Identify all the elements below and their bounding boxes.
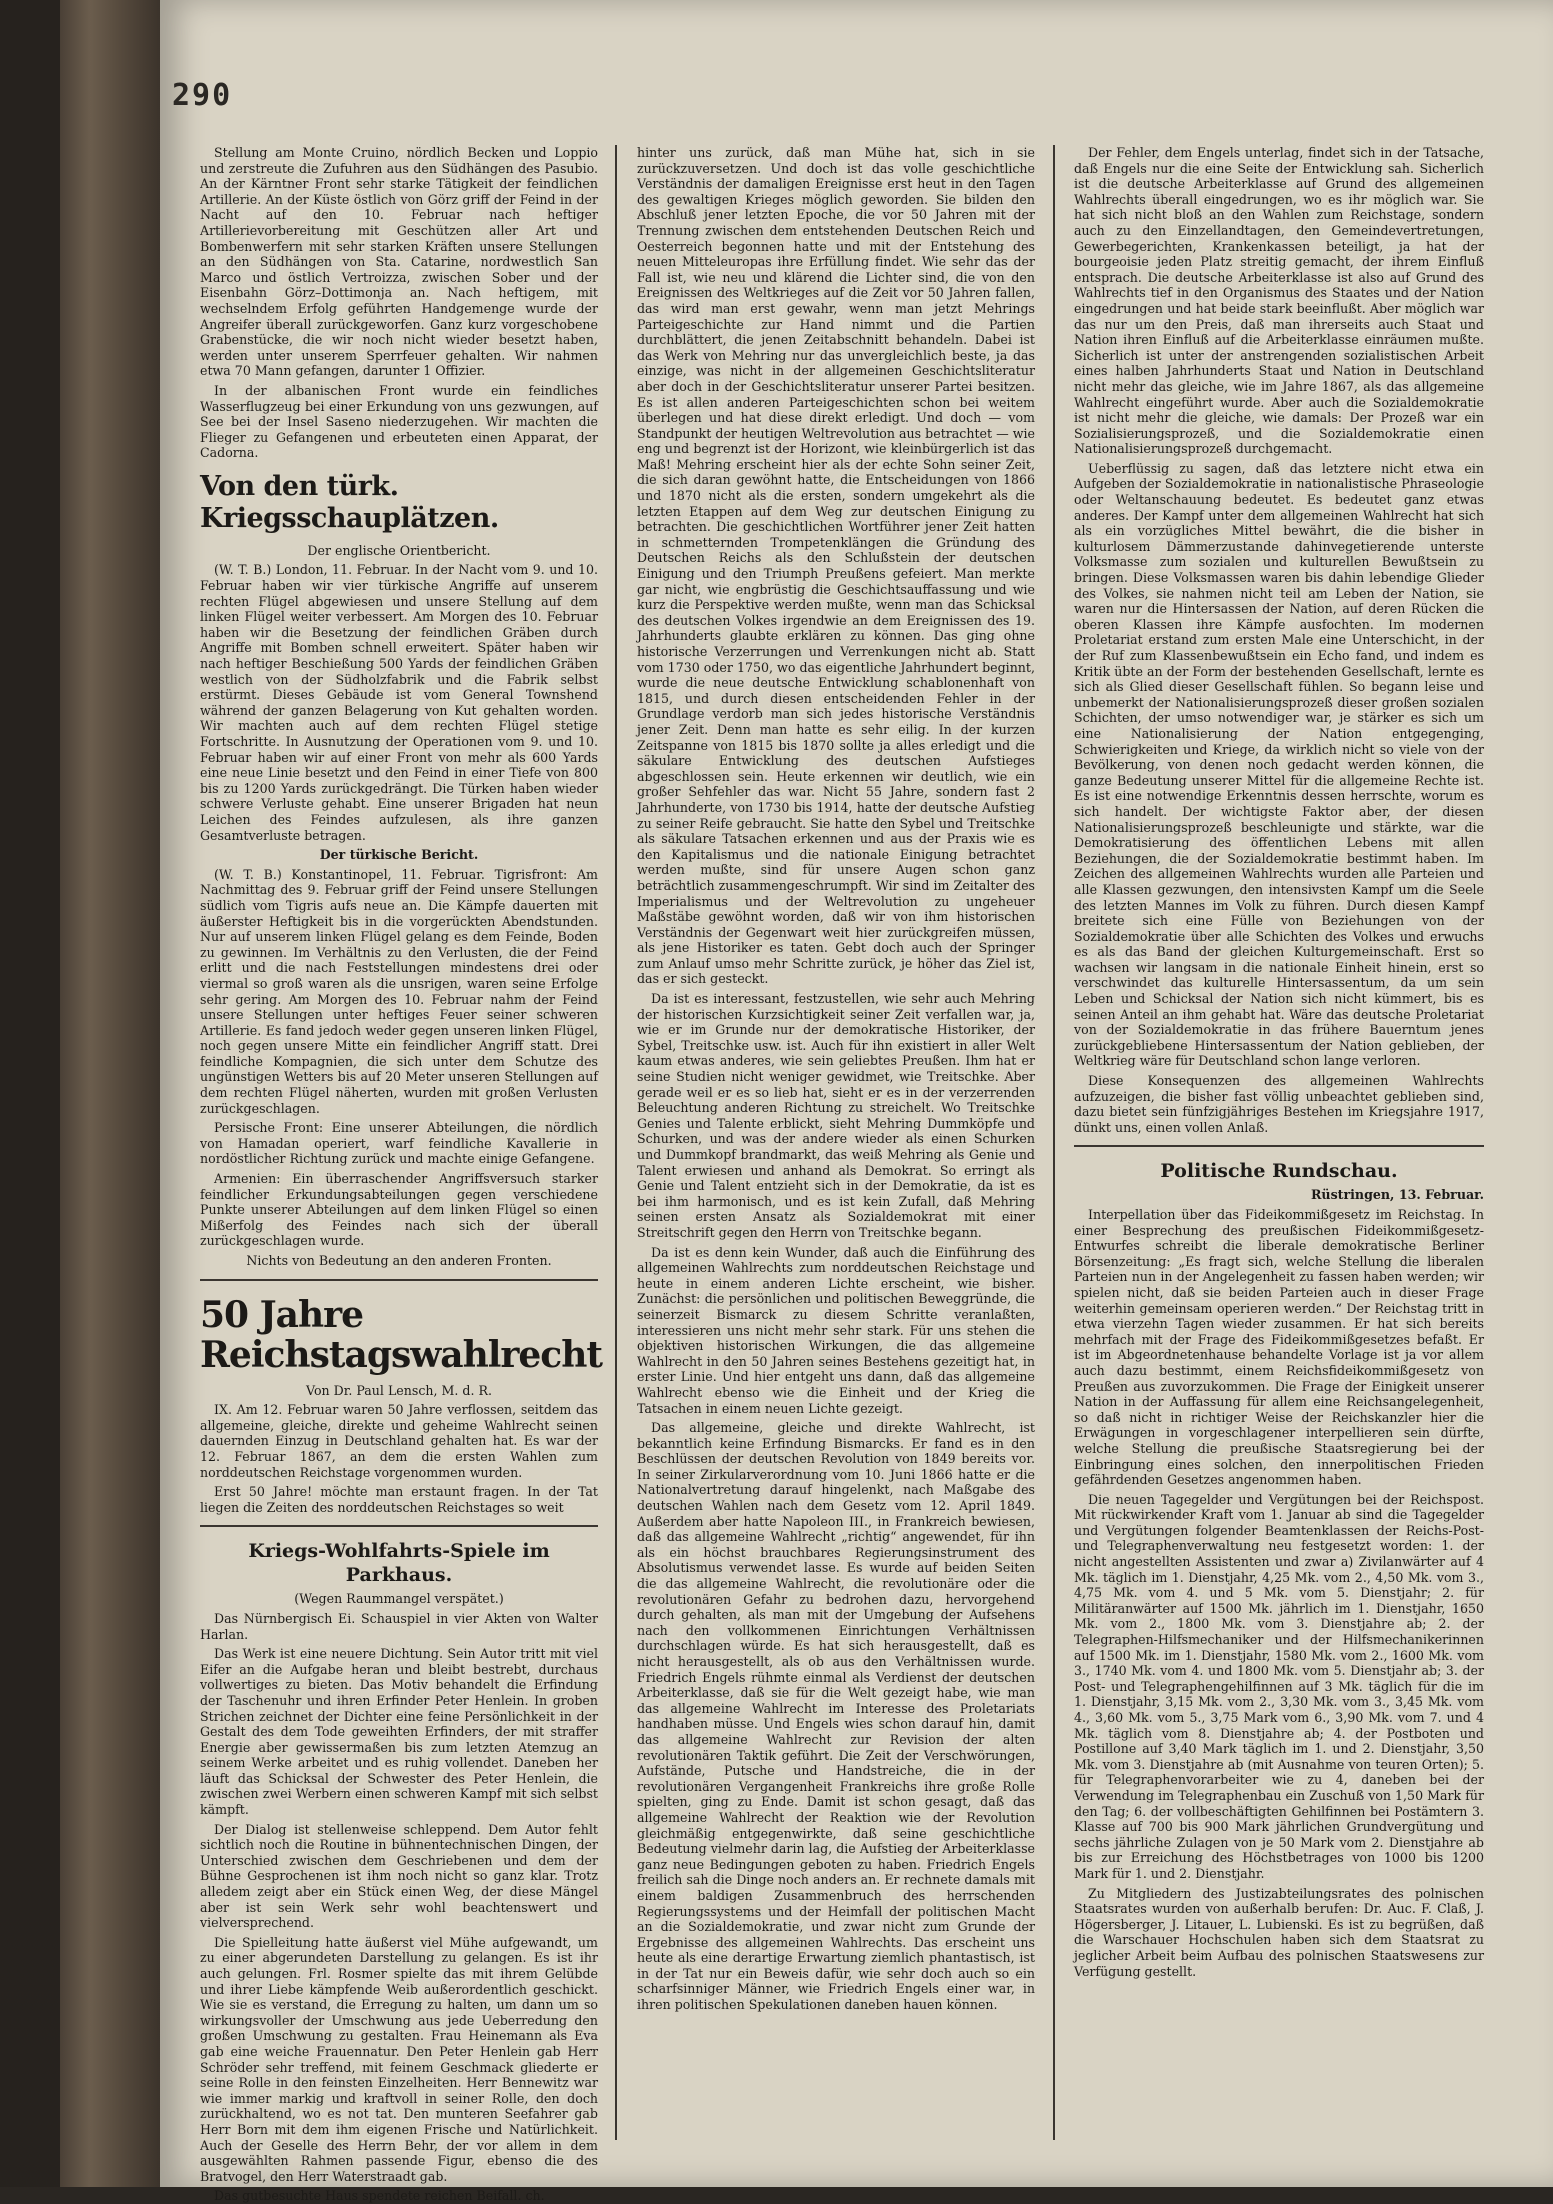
article-paragraph: Der Dialog ist stellenweise schleppend. Dem Autor fehlt sichtlich noch die Routine in bühnentechnischen Dingen, der Unterschied zwischen dem Geschriebenen und dem der Bühne Gesprochenen ist ihm noch nicht so ganz klar. Trotz alledem zeigt aber ein Stück einen Weg, der diese Mängel aber ist sein Werk sehr wohl beachtenswert und vielversprechend. [200, 1821, 598, 1931]
article-paragraph: Die neuen Tagegelder und Vergütungen bei der Reichspost. Mit rückwirkender Kraft vom 1. Januar ab sind die Tagegelder und Vergütungen folgender Beamtenklassen der Reichs-Post- und Telegraphenverwaltung neu festgesetzt worden: 1. der nicht angestellten Assistenten und zwar a) Zivilanwärter auf 4 Mk. täglich im 1. Dienstjahr, 4,25 Mk. vom 2., 4,50 Mk. vom 3., 4,75 Mk. vom 4. und 5 Mk. vom 5. Dienstjahr; 2. für Militäranwärter auf 1500 Mk. jährlich im 1. Dienstjahr, 1650 Mk. vom 2., 1800 Mk. vom 3. Dienstjahre ab; 2. der Telegraphen-Hilfsmechaniker und der Hilfsmechanikerinnen auf 1500 Mk. im 1. Dienstjahr, 1580 Mk. vom 2., 1600 Mk. vom 3., 1740 Mk. vom 4. und 1800 Mk. vom 5. Dienstjahr ab; 3. der Post- und Telegraphengehilfinnen auf 3 Mk. täglich für die im 1. Dienstjahr, 3,15 Mk. vom 2., 3,30 Mk. vom 3., 3,45 Mk. vom 4., 3,60 Mk. vom 5., 3,75 Mark vom 6., 3,90 Mk. vom 7. und 4 Mk. täglich vom 8. Dienstjahre ab; 4. der Postboten und Postillone auf 3,40 Mark täglich im 1. und 2. Dienstjahr, 3,50 Mk. vom 3. Dienstjahre ab (mit Ausnahme von teuren Orten); 5. für Telegraphenvorarbeiter wie zu 4, daneben bei der Verwendung im Telegraphenbau ein Zuschuß von 1,50 Mark für den Tag; 6. der vollbeschäftigten Gehilfinnen bei Postämtern 3. Klasse auf 700 bis 900 Mark jährlichen Grundvergütung und sechs jährliche Zulagen von je 50 Mark vom 2. Dienstjahre ab bis zur Erreichung des Höchstbetrages von 1000 bis 1200 Mark für 1. und 2. Dienstjahr. [1074, 1491, 1484, 1881]
article-paragraph: Das allgemeine, gleiche und direkte Wahlrecht, ist bekanntlich keine Erfindung Bismarcks. Er fand es in den Beschlüssen der deutschen Revolution von 1849 bereits vor. In seiner Zirkularverordnung vom 10. Juni 1866 hatte er die Nationalvertretung darauf hingelenkt, nach Maßgabe des deutschen Wahlen nach dem Gesetz vom 12. April 1849. Außerdem aber hatte Napoleon III., in Frankreich bewiesen, daß das allgemeine Wahlrecht „richtig“ angewendet, für ihn als ein höchst brauchbares Regierungsinstrument des Absolutismus verwendet lasse. Es wurde auf beiden Seiten die das allgemeine Wahlrecht, die revolutionäre oder die revolutionären Gefahr zu bedrohen dazu, hervorgehend durch gehalten, als man mit der Umgebung der Aufsehens nach den vollkommenen Einrichtungen Verhältnissen durchschlagen würde. Es hat sich herausgestellt, daß es nicht herausgestellt, als ob aus den Verhältnissen wurde. Friedrich Engels rühmte einmal als Verdienst der deutschen Arbeiterklasse, daß sie für die Welt gezeigt habe, wie man das allgemeine Wahlrecht im Interesse des Proletariats handhaben müsse. Und Engels wies schon darauf hin, damit das allgemeine Wahlrecht zur Revision der alten revolutionären Taktik geführt. Die Zeit der Verschwörungen, Aufstände, Putsche und Handstreiche, die in der revolutionären Vergangenheit Frankreichs ihre große Rolle spielten, ging zu Ende. Damit ist schon gesagt, daß das allgemeine Wahlrecht der Reaktion wie der Revolution gleichmäßig entgegenwirkte, daß seine geschichtliche Bedeutung vielmehr darin lag, die Aufstieg der Arbeiterklasse ganz neue Bedingungen geboten zu haben. Friedrich Engels freilich sah die Dinge noch anders an. Er rechnete damals mit einem baldigen Zusammenbruch des herrschenden Regierungssystems und der Heimfall der politischen Macht an die Sozialdemokratie, und zwar nicht zum Grunde der Ergebnisse des allgemeinen Wahlrechts. Das erscheint uns heute als eine derartige Erwartung ziemlich phantastisch, ist in der Tat nur ein Beweis dafür, wie sehr doch auch so ein scharfsinniger Männer, wie Friedrich Engels einer war, in ihren politischen Spekulationen daneben hauen können. [637, 1420, 1035, 2013]
article-paragraph: Das Nürnbergisch Ei. Schauspiel in vier Akten von Walter Harlan. [200, 1610, 598, 1642]
subheading-note: (Wegen Raummangel verspätet.) [294, 1591, 504, 1607]
column-left [200, 145, 603, 2204]
headline-war-welfare-plays: Kriegs-Wohlfahrts-Spiele im Parkhaus. [248, 1540, 550, 1587]
article-paragraph: Das Werk ist eine neuere Dichtung. Sein Autor tritt mit viel Eifer an die Aufgabe heran und bleibt bestrebt, durchaus vollwertiges zu bieten. Das Motiv behandelt die Erfindung der Taschenuhr und ihren Erfinder Peter Henlein. In groben Strichen zeichnet der Dichter eine feine Persönlichkeit in der Gestalt des dem Tode geweihten Erfinders, der mit straffer Energie aber gewissermaßen bis zum letzten Atemzug an seinem Werke arbeitet und es ruhig vollendet. Daneben her läuft das Schicksal der Schwester des Peter Henlein, die zwischen zwei Werbern einen schweren Kampf mit sich selbst kämpft. [200, 1646, 598, 1818]
section-divider [1074, 1145, 1484, 1147]
article-paragraph: Zu Mitgliedern des Justizabteilungsrates des polnischen Staatsrates wurden von außerhalb berufen: Dr. Auc. F. Claß, J. Högersberger, J. Litauer, L. Lubienski. Es ist zu begrüßen, daß die Warschauer Hochschulen haben sich dem Staatsrat zu jeglicher Arbeit beim Aufbau des polnischen Staatswesens zur Verfügung gestellt. [1074, 1885, 1484, 1979]
article-paragraph: Der Fehler, dem Engels unterlag, findet sich in der Tatsache, daß Engels nur die eine Seite der Entwicklung sah. Sicherlich ist die deutsche Arbeiterklasse auf Grund des allgemeinen Wahlrechts überall eingedrungen, wo es ihr möglich war. Sie hat sich nicht bloß an den Wahlen zum Reichstage, sondern auch zu den Einzellandtagen, den Gemeindevertretungen, Gewerbegerichten, Krankenkassen beteiligt, ja hat der bourgeoisie jeden Platz streitig gemacht, der ihrem Einfluß entsprach. Die deutsche Arbeiterklasse ist also auf Grund des Wahlrechts tief in den Organismus des Staates und der Nation eingedrungen und hat beide stark beeinflußt. Aber möglich war das nur um den Preis, daß man ihrerseits auch Staat und Nation ihren Einfluß auf die Arbeiterklasse einräumen mußte. Sicherlich ist unter der anstrengenden sozialistischen Arbeit eines halben Jahrhunderts Staat und Nation in Deutschland nicht mehr das gleiche, wie im Jahre 1867, als das allgemeine Wahlrecht eingeführt wurde. Aber auch die Sozialdemokratie ist nicht mehr die gleiche, wie damals: Der Prozeß war ein Sozialisierungsprozeß, und die Sozialdemokratie einen Nationalisierungsprozeß durchgemacht. [1074, 145, 1484, 457]
headline-50-years-suffrage: 50 Jahre Reichstagswahlrecht [200, 1293, 603, 1376]
article-paragraph: Das gutbesuchte Haus spendete reichen Beifall. ch. [214, 2188, 545, 2204]
article-paragraph: Armenien: Ein überraschender Angriffsversuch starker feindlicher Erkundungsabteilungen gegen verschiedene Punkte unserer Abteilungen auf dem linken Flügel so einen Mißerfolg des Feindes nach sich der überall zurückgeschlagen wurde. [200, 1171, 598, 1249]
column-right [1074, 145, 1484, 2140]
byline: Von Dr. Paul Lensch, M. d. R. [306, 1382, 492, 1398]
article-paragraph: hinter uns zurück, daß man Mühe hat, sich in sie zurückzuversetzen. Und doch ist das volle geschichtliche Verständnis der damaligen Ereignisse erst heut in den Tagen des gewaltigen Krieges möglich geworden. Sie bilden den Abschluß jener letzten Epoche, die vor 50 Jahren mit der Trennung zwischen dem entstehenden Deutschen Reich und Oesterreich begonnen hatte und mit der Entstehung des neuen Mitteleuropas ihre Erfüllung findet. Wie sehr das der Fall ist, wie neu und klärend die Lichter sind, die von den Ereignissen des Weltkrieges auf die Zeit vor 50 Jahren fallen, das wird man erst gewahr, wenn man jetzt Mehrings Parteigeschichte zur Hand nimmt und die Partien durchblättert, die jenen Zeitabschnitt behandeln. Dabei ist das Werk von Mehring nur das unvergleichlich beste, ja das einzige, was nicht in der allgemeinen Geschichtsliteratur aber doch in der Geschichtsliteratur unserer Partei besitzen. Es ist allen anderen Parteigeschichten schon bei weitem überlegen und hat diese direkt erledigt. Und doch — vom Standpunkt der heutigen Weltrevolution aus betrachtet — wie eng und begrenzt ist der Horizont, wie kleinbürgerlich ist das Maß! Mehring erscheint hier als der echte Sohn seiner Zeit, die sich daran gewöhnt hatte, die Entscheidungen von 1866 und 1870 nicht als die ersten, sondern umgekehrt als die letzten Etappen auf dem Weg zur deutschen Einigung zu betrachten. Die geschichtlichen Wortführer jener Zeit hatten in schmetternden Trompetenklängen die Gründung des Deutschen Reichs als den Schlußstein der deutschen Einigung und den Triumph Preußens gefeiert. Man merkte gar nicht, wie engbrüstig die Geschichtsauffassung und wie kurz die Perspektive werden mußte, wenn man das Schicksal des deutschen Volkes irgendwie an dem Ereignissen des 19. Jahrhunderts glaubte erklären zu können. Das ging ohne historische Verzerrungen und Verrenkungen nicht ab. Statt vom 1730 oder 1750, wo das eigentliche Jahrhundert beginnt, wurde die neue deutsche Entwicklung schablonenhaft von 1815, und durch diesen entscheidenden Fehler in der Grundlage verdorb man sich jedes historische Verständnis jener Zeit. Denn man hatte es sehr eilig. In der kurzen Zeitspanne von 1815 bis 1870 sollte ja alles erledigt und die säkulare Entwicklung des deutschen Aufstieges abgeschlossen sein. Heute erkennen wir deutlich, wie ein großer Sehfehler das war. Nicht 55 Jahre, sondern fast 2 Jahrhunderte, von 1730 bis 1914, hatte der deutsche Aufstieg zu seiner Reife gebraucht. Sie hatte den Sybel und Treitschke als säkulare Tatsachen erkennen und aus der Praxis wie es den Kapitalismus und die nationale Einigung betrachtet werden mußte, sind für unsere Augen schon ganz beträchtlich zusammengeschrumpft. Wir sind im Zeitalter des Imperialismus und der Weltrevolution zu ungeheuer Maßstäbe gewöhnt worden, daß wir von ihm historischen Verständnis der Gegenwart weit hier zurückgreifen müssen, als jene Historiker es taten. Gebt doch auch der Springer zum Anlauf umso mehr Schritte zurück, je höher das Ziel ist, das er sich gesteckt. [637, 145, 1035, 987]
section-divider [200, 1279, 598, 1281]
article-closing-line: Nichts von Bedeutung an den anderen Fronten. [246, 1253, 552, 1268]
article-paragraph: Erst 50 Jahre! möchte man erstaunt fragen. In der Tat liegen die Zeiten des norddeutschen Reichstages so weit [200, 1484, 598, 1515]
article-paragraph: Persische Front: Eine unserer Abteilungen, die nördlich von Hamadan operiert, warf feindliche Kavallerie in nordöstlicher Richtung zurück und machte einige Gefangene. [200, 1120, 598, 1167]
article-paragraph: (W. T. B.) Konstantinopel, 11. Februar. Tigrisfront: Am Nachmittag des 9. Februar griff der Feind unsere Stellungen südlich vom Tigris aufs neue an. Die Kämpfe dauerten mit äußerster Heftigkeit bis in die vorgerückten Abendstunden. Nur auf unserem linken Flügel gelang es dem Feinde, Boden zu gewinnen. Im Verhältnis zu den Verlusten, die der Feind erlitt und die nach Feststellungen mindestens drei oder viermal so groß waren als die unsrigen, waren seine Erfolge sehr gering. Am Morgen des 10. Februar nahm der Feind unsere Stellungen unter heftiges Feuer seiner schweren Artillerie. Es fand jedoch weder gegen unseren linken Flügel, noch gegen unsere Mitte ein feindlicher Angriff statt. Drei feindliche Kompagnien, die sich unter dem Schutze des ungünstigen Wetters bis auf 20 Meter unseren Stellungen auf dem rechten Flügel näherten, wurden mit großen Verlusten zurückgeschlagen. [200, 866, 598, 1116]
headline-political-review: Politische Rundschau. [1160, 1160, 1398, 1183]
headline-turkish-fronts: Von den türk. Kriegsschauplätzen. [200, 470, 499, 534]
dateline: Rüstringen, 13. Februar. [1310, 1187, 1484, 1203]
article-paragraph: Da ist es denn kein Wunder, daß auch die Einführung des allgemeinen Wahlrechts zum norddeutschen Reichstage und heute in einem anderen Lichte erscheint, wie bisher. Zunächst: die persönlichen und politischen Beweggründe, die seinerzeit Bismarck zu diesem Schritte veranlaßten, interessieren uns nicht mehr sehr stark. Für uns stehen die objektiven historischen Wirkungen, die das allgemeine Wahlrecht in den 50 Jahren seines Bestehens gezeitigt hat, in erster Linie. Und hier entgeht uns dann, daß das allgemeine Wahlrecht ebenso wie die Einheit und der Krieg die Tatsachen in einem neuen Lichte gezeigt. [637, 1244, 1035, 1416]
article-paragraph: Interpellation über das Fideikommißgesetz im Reichstag. In einer Besprechung des preußischen Fideikommißgesetz-Entwurfes schreibt die liberale demokratische Berliner Börsenzeitung: „Es fragt sich, welche Stellung die liberalen Parteien nun in der Angelegenheit zu fassen haben werden; wir spielen nicht, daß sie beiden Parteien auch in dieser Frage weiterhin gemeinsam operieren werden.“ Der Reichstag tritt in etwa vierzehn Tagen wieder zusammen. Er hat sich bereits mehrfach mit der Frage des Fideikommißgesetzes befaßt. Er ist im Abgeordnetenhause behandelte Vorlage ist ja vor allem auch dazu bestimmt, einem Reichsfideikommißgesetz von Preußen aus zuvorzukommen. Die Frage der Einigkeit unserer Nation in der Auffassung für allem eine Reichsangelegenheit, so daß nicht in richtiger Weise der Reichskanzler hier die Erwägungen in vorgeschlagener interpellieren sein dürfte, welche Stellung die preußische Staatsregierung bei der Einbringung eines solchen, den innerpolitischen Frieden gefährdenden Gesetzes angenommen haben. [1074, 1207, 1484, 1488]
article-paragraph: IX. Am 12. Februar waren 50 Jahre verflossen, seitdem das allgemeine, gleiche, direkte und geheime Wahlrecht seinen dauernden Einzug in Deutschland gehalten hat. Es war der 12. Februar 1867, an dem die ersten Wahlen zum norddeutschen Reichstage vorgenommen wurden. [200, 1402, 598, 1480]
article-paragraph: (W. T. B.) London, 11. Februar. In der Nacht vom 9. und 10. Februar haben wir vier türkische Angriffe auf unserem rechten Flügel abgewiesen und unsere Stellung auf dem linken Flügel weiter verbessert. Am Morgen des 10. Februar haben wir die Besetzung der feindlichen Gräben durch Angriffe mit Bomben schnell erweitert. Später haben wir nach heftiger Beschießung 500 Yards der feindlichen Gräben westlich von der Südholzfabrik und die Fabrik selbst erstürmt. Dieses Gebäude ist vom General Townshend während der ganzen Belagerung von Kut gehalten worden. Wir machten auch auf dem rechten Flügel stetige Fortschritte. In Ausnutzung der Operationen vom 9. und 10. Februar haben wir auf einer Front von mehr als 600 Yards eine neue Linie besetzt und den Feind in einer Tiefe von 800 bis zu 1200 Yards zurückgedrängt. Die Türken haben wieder schwere Verluste gehabt. Eine unserer Brigaden hat neun Leichen des Feindes aufzulesen, als ihre ganzen Gesamtverluste betragen. [200, 562, 598, 843]
column-divider [1053, 145, 1055, 2140]
subheading-turkish-report: Der türkische Bericht. [319, 847, 479, 863]
column-divider [615, 145, 617, 2140]
book-binding-edge [60, 0, 160, 2187]
section-divider [200, 1525, 598, 1527]
article-paragraph: Die Spielleitung hatte äußerst viel Mühe aufgewandt, um zu einer abgerundeten Darstellung zu gelangen. Es ist ihr auch gelungen. Frl. Rosmer spielte das mit ihrem Gelübde und ihrer Liebe kämpfende Weib außerordentlich geschickt. Wie sie es verstand, die Erregung zu halten, um dann um so wirkungsvoller der Umschwung aus jede Ueberredung den großen Umschwung zu gestalten. Frau Heinemann als Eva gab eine weiche Frauennatur. Den Peter Henlein gab Herr Schröder sehr treffend, mit feinem Geschmack gliederte er seine Rolle in den feinsten Einzelheiten. Herr Bennewitz war wie immer markig und kraftvoll in seiner Rolle, den doch zurückhaltend, wo es not tat. Den munteren Seefahrer gab Herr Born mit dem ihm eigenen Frische und Natürlichkeit. Auch der Geselle des Herrn Behr, der vor allem in dem ausgewählten Rahmen passende Figur, ebenso die des Bratvogel, den Herr Waterstraadt gab. [200, 1934, 598, 2184]
article-paragraph: Da ist es interessant, festzustellen, wie sehr auch Mehring der historischen Kurzsichtigkeit seiner Zeit verfallen war, ja, wie er im Grunde nur der demokratische Historiker, der Sybel, Treitschke usw. ist. Auch für ihn existiert in aller Welt kaum etwas anderes, wie sein geliebtes Preußen. Ihm hat er seine Studien nicht weniger gewidmet, wie Treitschke. Aber gerade weil er es so lieb hat, sieht er es in der verzerrenden Beleuchtung anderen Richtung zu streichelt. Wo Treitschke Genies und Talente erblickt, sieht Mehring Dummköpfe und Schurken, und was der andere wieder als einen Schurken und Dummkopf brandmarkt, das weiß Mehring als Genie und Talent erwiesen und anhand als Demokrat. So erringt als Genie und Talent entzieht sich in der Demokratie, da ist es bei ihm harmonisch, und es ist kein Zufall, daß Mehring seinen ersten Ansatz als Sozialdemokrat mit einer Streitschrift gegen den Herrn von Treitschke begann. [637, 991, 1035, 1240]
article-paragraph: Stellung am Monte Cruino, nördlich Becken und Loppio und zerstreute die Zufuhren aus den Südhängen des Pasubio. An der Kärntner Front sehr starke Tätigkeit der feindlichen Artillerie. An der Küste östlich von Görz griff der Feind in der Nacht auf den 10. Februar nach heftiger Artillerievorbereitung mit Geschützen aller Art und Bombenwerfern mit sehr starken Kräften unsere Stellungen an den Südhängen von Sta. Catarine, nordwestlich San Marco und östlich Vertroizza, zwischen Sober und der Eisenbahn Görz–Dottimonja an. Nach heftigem, mit wechselndem Erfolg geführten Handgemenge wurde der Angreifer überall zurückgeworfen. Ganz kurz vorgeschobene Grabenstücke, die wir noch nicht wieder besetzt haben, werden unter unserem Sperrfeuer gehalten. Wir nahmen etwa 70 Mann gefangen, darunter 1 Offizier. [200, 145, 598, 379]
page-number: 290 [172, 78, 233, 113]
article-paragraph: In der albanischen Front wurde ein feindliches Wasserflugzeug bei einer Erkundung von uns gezwungen, auf See bei der Insel Saseno niederzugehen. Wir machten die Flieger zu Gefangenen und erbeuteten einen Apparat, der Cadorna. [200, 382, 598, 461]
article-paragraph: Ueberflüssig zu sagen, daß das letztere nicht etwa ein Aufgeben der Sozialdemokratie in nationalistische Phraseologie oder Weltanschauung bedeutet. Es bedeutet ganz etwas anderes. Der Kampf unter dem allgemeinen Wahlrecht hat sich als ein vorzügliches Mittel bewährt, die die bisher in kulturlosem Dämmerzustande dahinvegetierende unterste Volksmasse zum sozialen und kulturellen Bewußtsein zu bringen. Diese Volksmassen waren bis dahin lebendige Glieder des Volkes, sie nahmen nicht teil am Leben der Nation, sie waren nur die Hintersassen der Nation, auf deren Rücken die oberen Klassen ihre Kämpfe ausfochten. Im modernen Proletariat erstand zum ersten Male eine Unterschicht, in der der Ruf zum Klassenbewußtsein ein Echo fand, und indem es Kritik übte an der Form der bestehenden Gesellschaft, lernte es sich als Glied dieser Gesellschaft fühlen. So begann leise und unbemerkt der Nationalisierungsprozeß dieser großen sozialen Schichten, der umso notwendiger war, je stärker es sich um eine Nationalisierung der Nation entgegenging, Schwierigkeiten und Kriege, da wirklich nicht so viele von der Bevölkerung, von denen noch gedacht werden können, die ganze Bedeutung unserer Mittel für die allgemeine Rechte ist. Es ist eine notwendige Erkenntnis dessen herrschte, worum es sich handelt. Der wichtigste Faktor aber, der diesen Nationalisierungsprozeß beschleunigte und stärkte, war die Demokratisierung des öffentlichen Lebens mit allen Beziehungen, die der Sozialdemokratie bestimmt haben. Im Zeichen des allgemeinen Wahlrechts wurden alle Parteien und alle Klassen gezwungen, den intensivsten Kampf um die Seele des letzten Mannes im Volk zu führen. Durch diesen Kampf breitete sich eine Fülle von Beziehungen von der Sozialdemokratie über alle Schichten des Volkes und erwuchs es als das Band der gleichen Kulturgemeinschaft. Erst so wachsen wir langsam in die nationale Einheit hinein, erst so verschwindet das kulturelle Hintersassentum, da um sein Leben und Schicksal der Nation sich nicht kümmert, bis es seinen Anteil an ihm gehabt hat. Wäre das deutsche Proletariat von der Sozialdemokratie in das frühere Bauerntum jenes zurückgebliebene Hintersassentum der Nation geblieben, der Weltkrieg wäre für Deutschland schon lange verloren. [1074, 460, 1484, 1069]
article-paragraph: Diese Konsequenzen des allgemeinen Wahlrechts aufzuzeigen, die bisher fast völlig unbeachtet geblieben sind, dazu bietet sein fünfzigjähriges Bestehen im Kriegsjahre 1917, dünkt uns, einen vollen Anlaß. [1074, 1073, 1484, 1135]
column-middle [637, 145, 1035, 2140]
newspaper-page [160, 0, 1553, 2204]
subheading-english-report: Der englische Orientbericht. [307, 542, 491, 558]
